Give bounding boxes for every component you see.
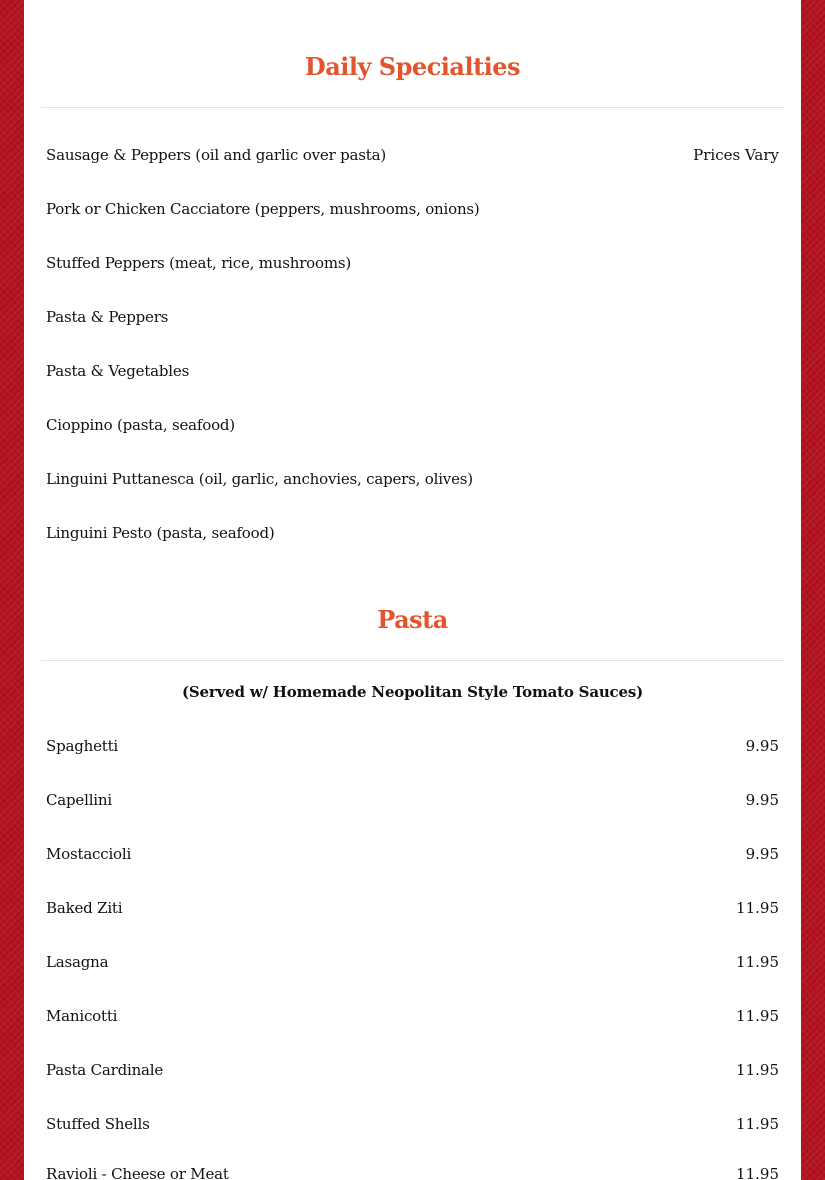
- menu-item-name: Linguini Puttanesca (oil, garlic, anchovies, capers, olives): [46, 470, 473, 488]
- divider: [41, 660, 784, 661]
- menu-item-name: Pasta Cardinale: [46, 1061, 164, 1079]
- menu-item: [46, 144, 779, 166]
- menu-item: [46, 897, 779, 919]
- menu-item-price: 11.95: [736, 1007, 779, 1025]
- menu-item: [46, 414, 779, 436]
- menu-item: [46, 468, 779, 490]
- menu-item-name: Pork or Chicken Cacciatore (peppers, mushrooms, onions): [46, 200, 480, 218]
- menu-item: [46, 789, 779, 811]
- menu-item: [46, 198, 779, 220]
- menu-item-name: Capellini: [46, 791, 112, 809]
- menu-item-name: Baked Ziti: [46, 899, 123, 917]
- menu-item-price: 11.95: [736, 1165, 779, 1180]
- menu-item: [46, 252, 779, 274]
- menu-item-price: 9.95: [745, 737, 779, 755]
- menu-item-name: Cioppino (pasta, seafood): [46, 416, 235, 434]
- menu-item: [46, 1163, 779, 1180]
- daily-specialties-heading: Daily Specialties: [304, 52, 521, 81]
- menu-page: [24, 0, 801, 1180]
- menu-item: [46, 1059, 779, 1081]
- menu-item: [46, 951, 779, 973]
- menu-item-name: Sausage & Peppers (oil and garlic over pasta): [46, 146, 386, 164]
- menu-item: [46, 360, 779, 382]
- menu-item-name: Mostaccioli: [46, 845, 132, 863]
- menu-item: [46, 522, 779, 544]
- pasta-subtitle: (Served w/ Homemade Neopolitan Style Tomato Sauces): [182, 683, 643, 701]
- menu-item-name: Manicotti: [46, 1007, 118, 1025]
- menu-item: [46, 306, 779, 328]
- menu-item-name: Lasagna: [46, 953, 109, 971]
- divider: [41, 107, 784, 108]
- menu-item-price: 11.95: [736, 1115, 779, 1133]
- menu-item-price: 9.95: [745, 791, 779, 809]
- menu-item-name: Stuffed Shells: [46, 1115, 150, 1133]
- menu-item-name: Pasta & Vegetables: [46, 362, 190, 380]
- menu-item-price: 11.95: [736, 1061, 779, 1079]
- menu-item: [46, 1113, 779, 1135]
- menu-item: [46, 735, 779, 757]
- menu-item-name: Ravioli - Cheese or Meat: [46, 1165, 229, 1180]
- menu-item-name: Stuffed Peppers (meat, rice, mushrooms): [46, 254, 352, 272]
- menu-item-name: Pasta & Peppers: [46, 308, 169, 326]
- menu-item: [46, 843, 779, 865]
- menu-item-price: 11.95: [736, 899, 779, 917]
- menu-item-price: Prices Vary: [693, 146, 779, 164]
- pasta-heading: Pasta: [377, 605, 448, 634]
- menu-item-name: Linguini Pesto (pasta, seafood): [46, 524, 275, 542]
- menu-item-name: Spaghetti: [46, 737, 119, 755]
- menu-item-price: 9.95: [745, 845, 779, 863]
- menu-item-price: 11.95: [736, 953, 779, 971]
- menu-item: [46, 1005, 779, 1027]
